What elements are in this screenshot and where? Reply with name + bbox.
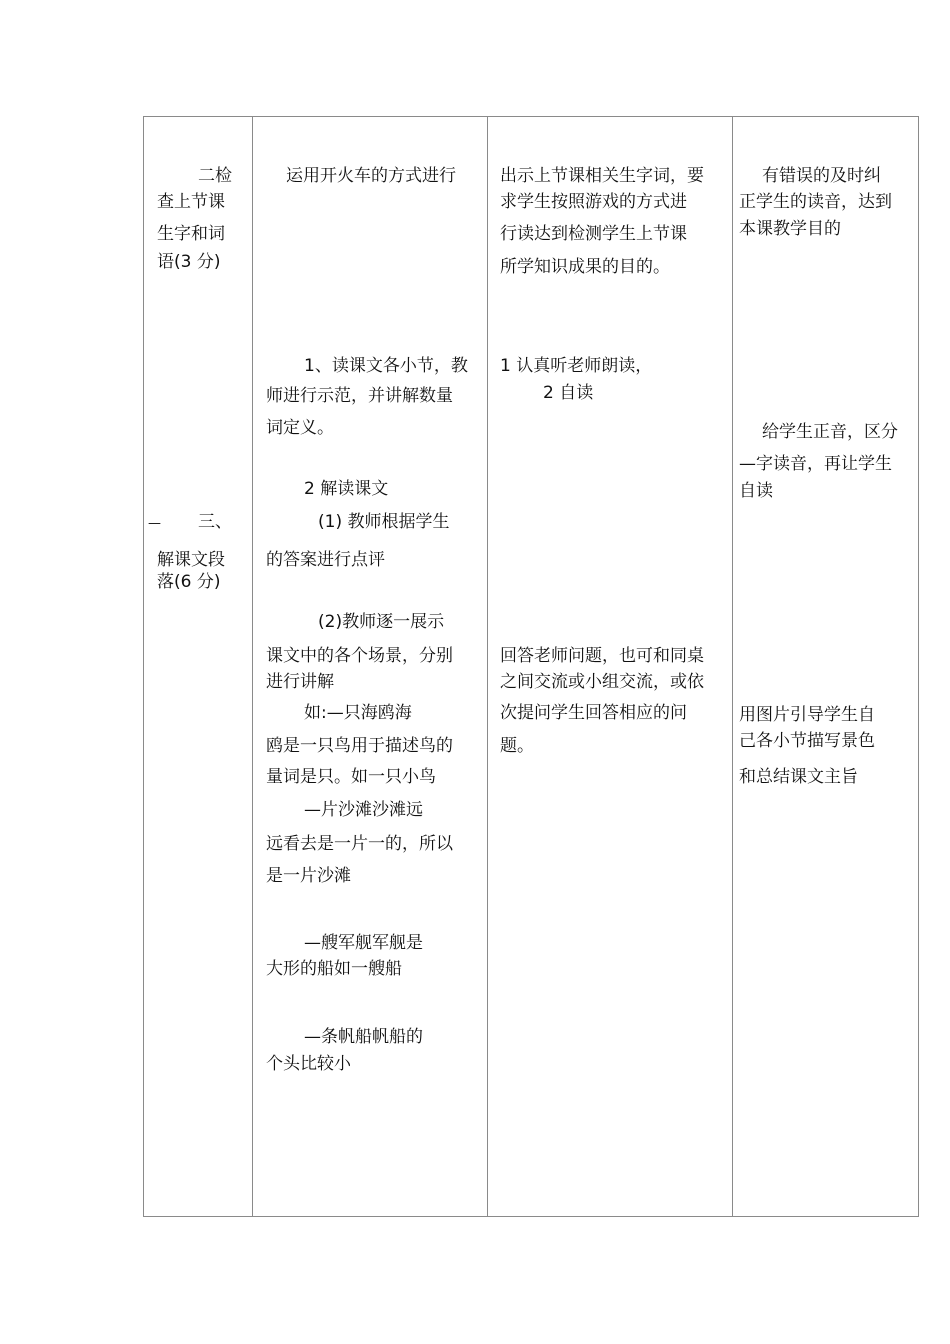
intent-2-line-3: 自读 — [739, 481, 773, 501]
example-beach-line-2: 远看去是一片一的，所以 — [266, 834, 453, 854]
student-activity-2-line-2: 2 自读 — [543, 383, 594, 403]
student-activity-1-line-4: 所学知识成果的目的。 — [500, 257, 670, 277]
reading-step-line-1: 1、读课文各小节，教 — [304, 356, 468, 376]
intent-1-line-2: 正学生的读音，达到 — [739, 192, 892, 212]
student-activity-3-line-3: 次提问学生回答相应的问 — [500, 703, 687, 723]
stage-3-mark: — — [148, 516, 161, 531]
intent-2-line-2: —字读音，再让学生 — [739, 454, 892, 474]
stage-2-line-4: 语(3 分) — [157, 252, 221, 272]
example-sailboat-line-1: —条帆船帆船的 — [304, 1027, 423, 1047]
reading-step-line-2: 师进行示范，并讲解数量 — [266, 386, 453, 406]
interpret-text-heading: 2 解读课文 — [304, 479, 389, 499]
student-activity-3-line-1: 回答老师问题，也可和同桌 — [500, 646, 704, 666]
stage-3-line-2: 解课文段 — [157, 550, 225, 570]
interpret-step-1-line-2: 的答案进行点评 — [266, 550, 385, 570]
example-seagull-line-2: 鸥是一只鸟用于描述鸟的 — [266, 736, 453, 756]
student-activity-3-line-4: 题。 — [500, 736, 534, 756]
student-activity-1-line-1: 出示上节课相关生字词，要 — [500, 166, 704, 186]
stage-2-line-2: 查上节课 — [157, 192, 225, 212]
intent-3-line-3: 和总结课文主旨 — [739, 767, 858, 787]
intent-2-line-1: 给学生正音，区分 — [762, 422, 898, 442]
reading-step-line-3: 词定义。 — [266, 418, 334, 438]
example-warship-line-1: —艘军舰军舰是 — [304, 933, 423, 953]
student-activity-1-line-3: 行读达到检测学生上节课 — [500, 224, 687, 244]
stage-2-line-3: 生字和词 — [157, 224, 225, 244]
interpret-step-2-line-3: 进行讲解 — [266, 672, 334, 692]
teacher-activity-1: 运用开火车的方式进行 — [286, 166, 456, 186]
example-seagull-line-1: 如:—只海鸥海 — [304, 703, 412, 723]
example-sailboat-line-2: 个头比较小 — [266, 1054, 351, 1074]
stage-3-line-1: 三、 — [198, 512, 232, 532]
intent-3-line-1: 用图片引导学生自 — [739, 705, 875, 725]
column-divider-1 — [252, 117, 253, 1216]
interpret-step-1-line-1: (1) 教师根据学生 — [318, 512, 450, 532]
intent-1-line-1: 有错误的及时纠 — [762, 166, 881, 186]
student-activity-2-line-1: 1 认真听老师朗读， — [500, 356, 653, 376]
stage-2-line-1: 二检 — [198, 166, 232, 186]
interpret-step-2-line-2: 课文中的各个场景，分别 — [266, 646, 453, 666]
column-divider-2 — [487, 117, 488, 1216]
intent-3-line-2: 己各小节描写景色 — [739, 731, 875, 751]
column-divider-3 — [732, 117, 733, 1216]
stage-3-line-3: 落(6 分) — [157, 572, 221, 592]
example-seagull-line-3: 量词是只。如一只小鸟 — [266, 767, 436, 787]
example-warship-line-2: 大形的船如一艘船 — [266, 959, 402, 979]
example-beach-line-3: 是一片沙滩 — [266, 866, 351, 886]
student-activity-3-line-2: 之间交流或小组交流，或依 — [500, 672, 704, 692]
interpret-step-2-line-1: (2)教师逐一展示 — [318, 612, 445, 632]
intent-1-line-3: 本课教学目的 — [739, 219, 841, 239]
student-activity-1-line-2: 求学生按照游戏的方式进 — [500, 192, 687, 212]
example-beach-line-1: —片沙滩沙滩远 — [304, 800, 423, 820]
